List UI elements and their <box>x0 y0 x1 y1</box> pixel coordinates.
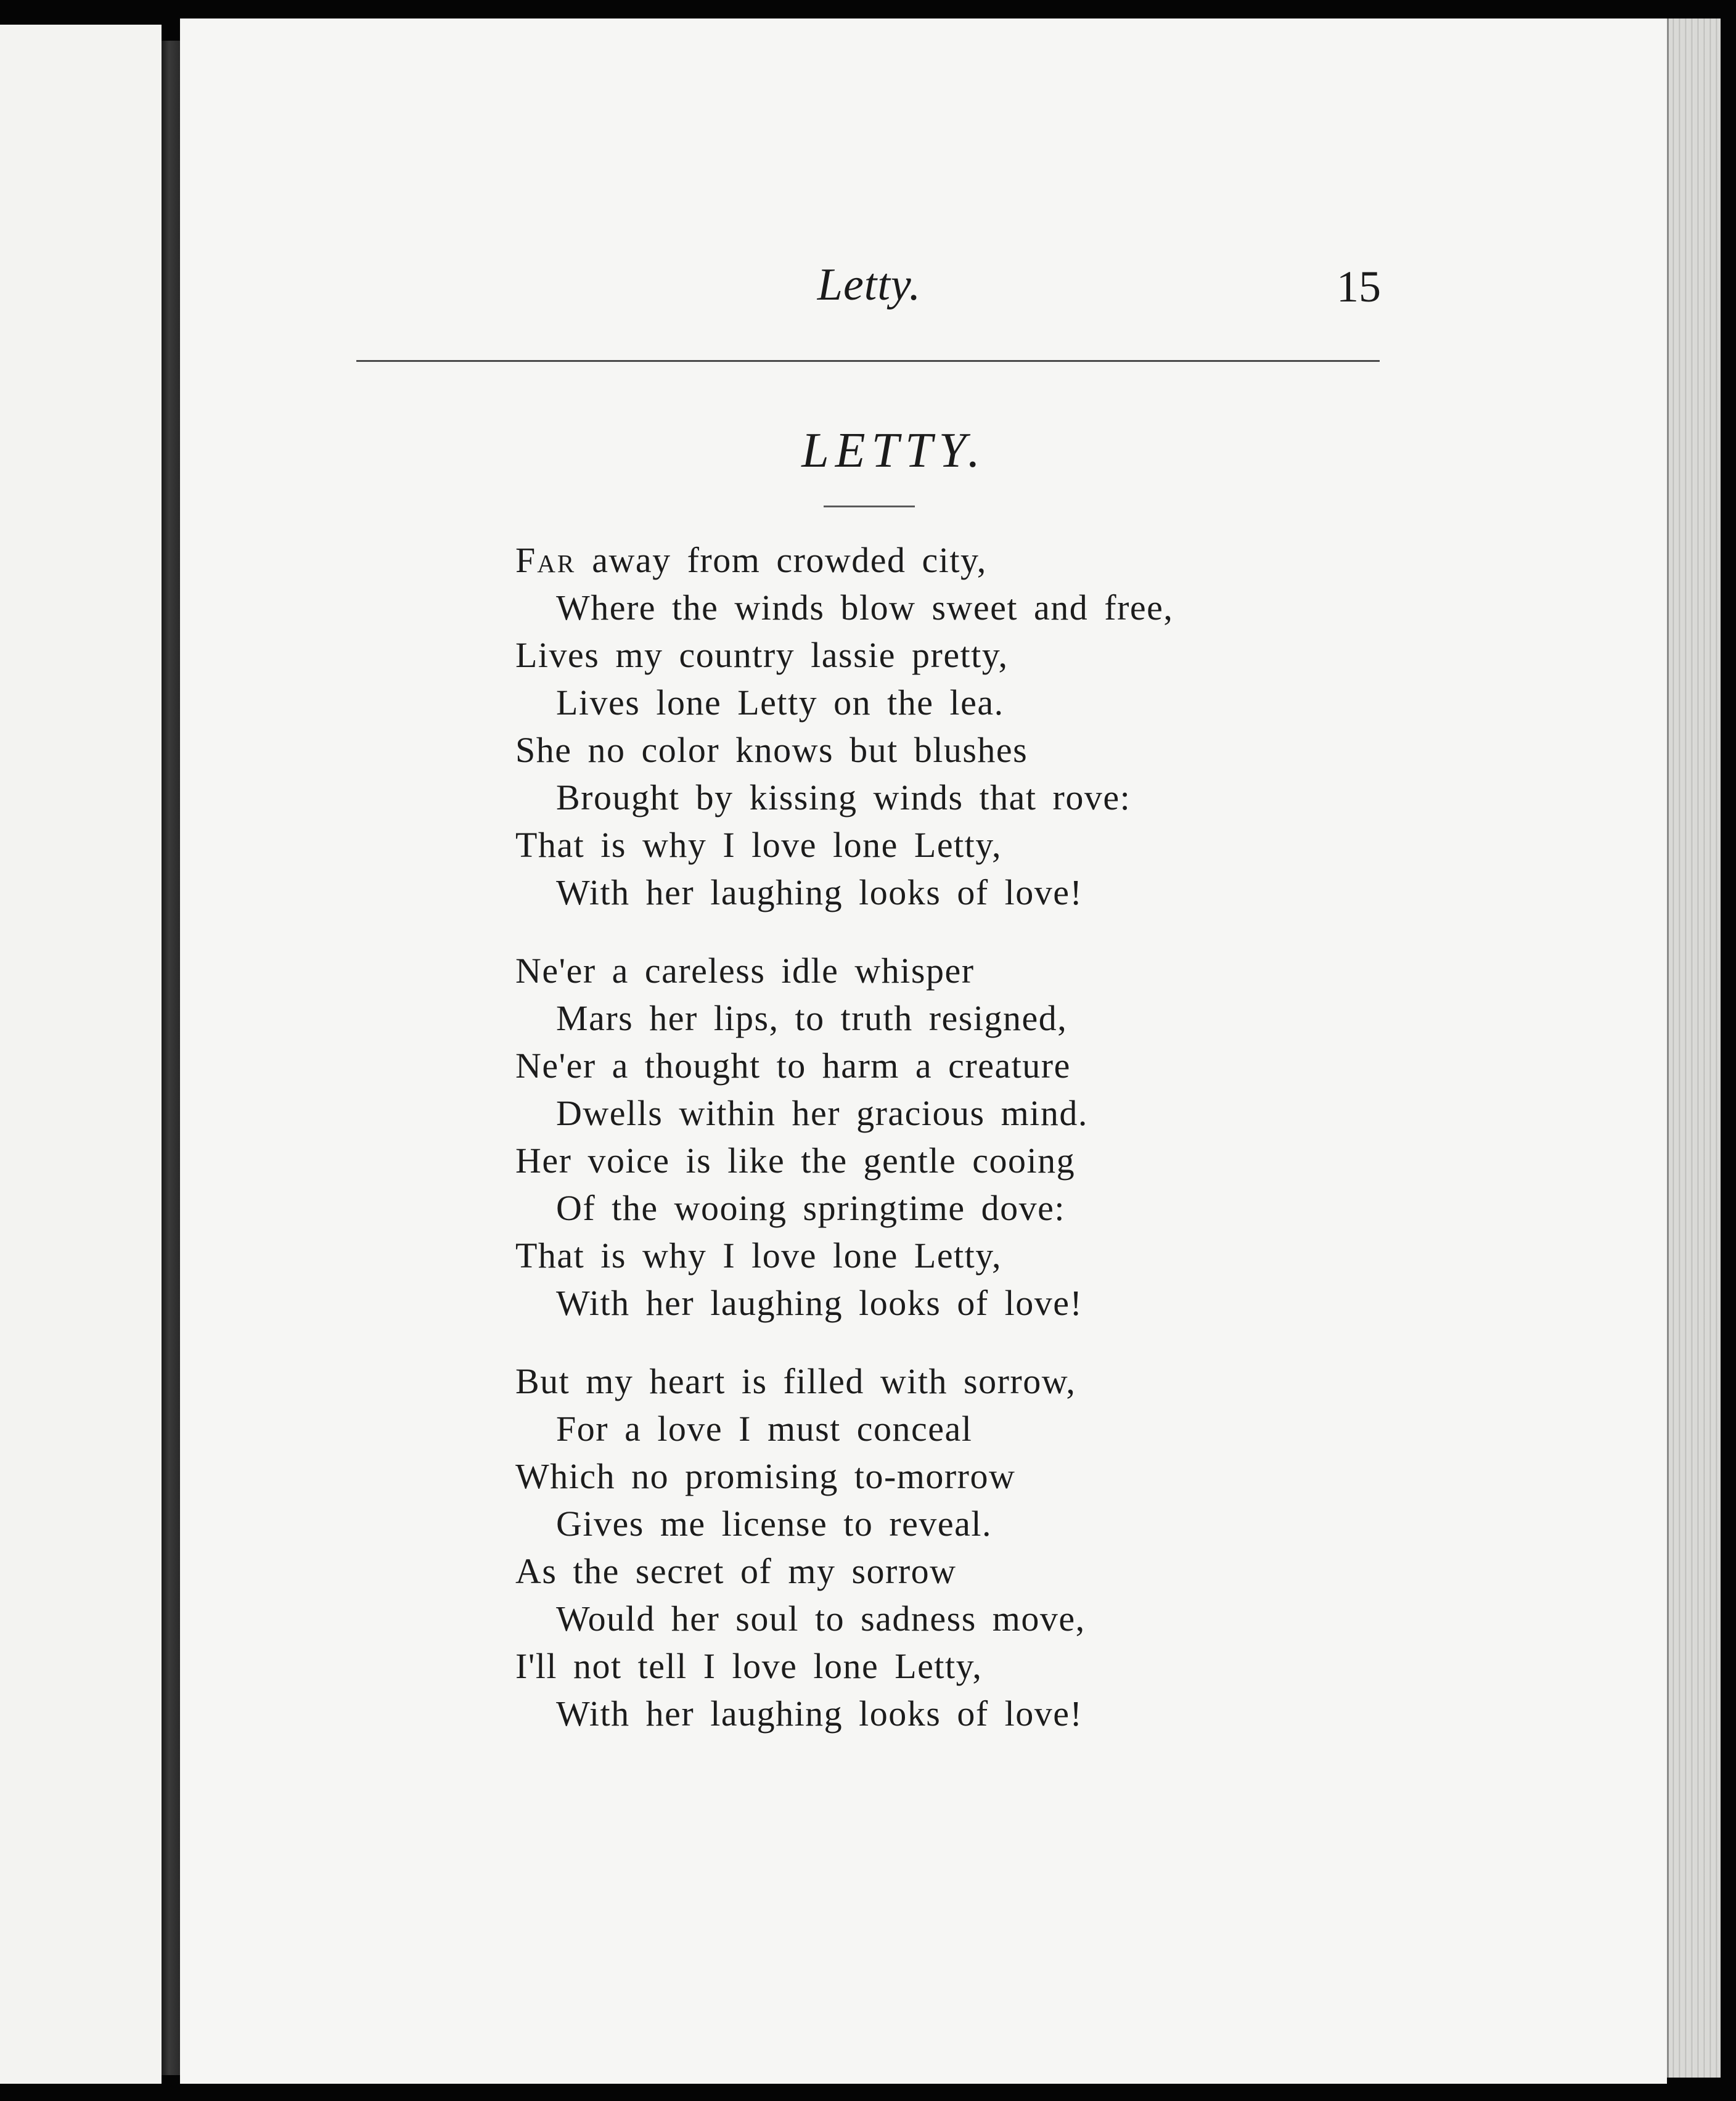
poem-line: That is why I love lone Letty, <box>515 1235 1002 1276</box>
stanza-1 <box>515 536 1317 916</box>
poem-line: Dwells within her gracious mind. <box>556 1093 1088 1133</box>
poem-line: For a love I must conceal <box>556 1409 973 1449</box>
poem-line: With her laughing looks of love! <box>556 1693 1083 1734</box>
poem-line: As the secret of my sorrow <box>515 1551 957 1591</box>
poem-line: Lives lone Letty on the lea. <box>556 682 1004 723</box>
page-number: 15 <box>1337 262 1381 311</box>
poem-line <box>515 536 1317 584</box>
poem-line: Gives me license to reveal. <box>556 1504 992 1544</box>
poem-line: Ne'er a thought to harm a creature <box>515 1046 1071 1086</box>
drop-word: Far <box>515 540 576 580</box>
poem-line: Which no promising to-morrow <box>515 1456 1016 1496</box>
poem-line: Lives my country lassie pretty, <box>515 635 1009 675</box>
book-gutter <box>162 41 180 2075</box>
poem-line: With her laughing looks of love! <box>556 1283 1083 1323</box>
poem-line: But my heart is filled with sorrow, <box>515 1361 1076 1401</box>
line-text: away from crowded city, <box>576 540 987 580</box>
poem-line: Ne'er a careless idle whisper <box>515 951 975 991</box>
poem-line: She no color knows but blushes <box>515 730 1028 770</box>
poem-line: Where the winds blow sweet and free, <box>556 588 1174 628</box>
running-head-title: Letty. <box>817 260 922 310</box>
facing-page-edge <box>0 25 162 2084</box>
poem-title: LETTY. <box>801 424 986 478</box>
stanza-3 <box>515 1358 1317 1737</box>
poem-line: I'll not tell I love lone Letty, <box>515 1646 983 1686</box>
poem-line: With her laughing looks of love! <box>556 872 1083 912</box>
poem-line: Her voice is like the gentle cooing <box>515 1141 1076 1181</box>
header-rule <box>356 360 1380 362</box>
title-ornament-rule <box>824 506 915 507</box>
poem-line: Brought by kissing winds that rove: <box>556 777 1131 817</box>
poem-body <box>515 536 1317 1768</box>
poem-line: That is why I love lone Letty, <box>515 825 1002 865</box>
poem-line: Of the wooing springtime dove: <box>556 1188 1066 1228</box>
stanza-2 <box>515 947 1317 1327</box>
poem-line: Would her soul to sadness move, <box>556 1599 1086 1639</box>
poem-line: Mars her lips, to truth resigned, <box>556 998 1068 1038</box>
page-edges <box>1667 18 1721 2078</box>
